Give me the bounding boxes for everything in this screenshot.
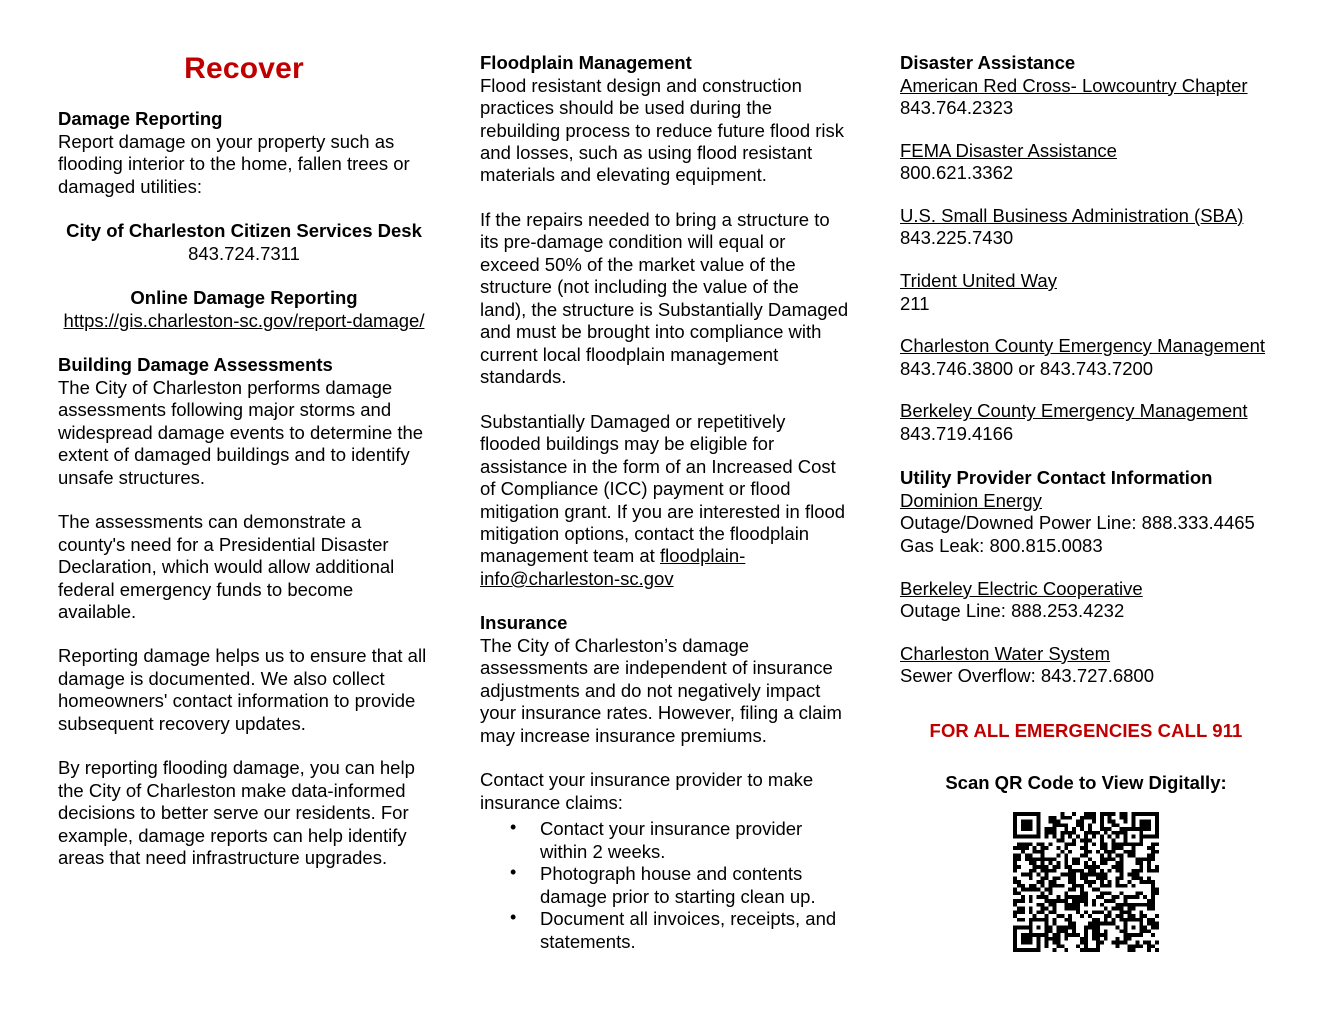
contact-phone: 211	[900, 292, 930, 314]
contact-phone: 843.719.4166	[900, 422, 1014, 444]
text-building-assessments-p4: By reporting flooding damage, you can help the City of Charleston make data-informed decisions to better serve our residents. For example, damage reports can help identify areas that need infrastructure upgrades.	[58, 757, 415, 869]
utility-provider-line: Gas Leak: 800.815.0083	[900, 535, 1103, 556]
citizen-services-name: City of Charleston Citizen Services Desk	[66, 219, 422, 241]
text-floodplain-p2: If the repairs needed to bring a structure to its pre-damage condition will equal or exceed 50% of the market value of the structure (not including the value of the land), the structure is Substantially Damaged and must be brought into compliance with current local floodplain management standards.	[480, 208, 849, 388]
heading-building-damage-assessments: Building Damage Assessments	[58, 354, 333, 376]
text-insurance-p1: The City of Charleston’s damage assessments are independent of insurance adjustments and do not negatively impact your insurance rates. However, filing a claim may increase insurance premiums.	[480, 634, 842, 746]
contact-name: U.S. Small Business Administration (SBA)	[900, 204, 1244, 226]
contact-entry-berkeley-county-em	[900, 400, 1272, 445]
online-reporting-block	[58, 287, 430, 332]
contact-name: Trident United Way	[900, 269, 1057, 291]
text-building-assessments-p2: The assessments can demonstrate a county's need for a Presidential Disaster Declaration, which would allow additional federal emergency funds to become available.	[58, 511, 395, 622]
text-floodplain-p3-lead: Substantially Damaged or repetitively flooded buildings may be eligible for assistance in the form of an Increased Cost of Compliance (ICC) payment or flood mitigation grant. If you are interested in flood mitigation options, contact the floodplain management team at	[480, 410, 846, 567]
utility-entry-charleston-water-system	[900, 643, 1272, 688]
contact-entry-charleston-county-em	[900, 335, 1272, 380]
utility-provider-name: Dominion Energy	[900, 489, 1042, 511]
column-recover	[58, 52, 430, 870]
contact-entry-fema	[900, 140, 1272, 185]
qr-code-container	[900, 812, 1272, 952]
contact-entry-red-cross	[900, 75, 1272, 120]
utility-provider-line: Outage Line: 888.253.4232	[900, 600, 1125, 622]
heading-damage-reporting: Damage Reporting	[58, 108, 223, 129]
emergency-notice: FOR ALL EMERGENCIES CALL 911	[929, 719, 1243, 741]
heading-utility-provider-contact-information: Utility Provider Contact Information	[900, 467, 1213, 489]
insurance-claim-steps-list	[480, 818, 850, 953]
heading-online-damage-reporting: Online Damage Reporting	[130, 287, 358, 309]
contact-name: Berkeley County Emergency Management	[900, 400, 1248, 422]
page-title: Recover	[184, 52, 304, 85]
utility-provider-name: Berkeley Electric Cooperative	[900, 577, 1143, 599]
contact-phone: 843.746.3800 or 843.743.7200	[900, 357, 1154, 379]
list-item: • Contact your insurance provider within 2 weeks.	[510, 818, 850, 863]
text-floodplain-p1: Flood resistant design and construction practices should be used during the rebuilding process to reduce future flood risk and losses, such as using flood resistant materials and elevating equipment.	[480, 74, 845, 186]
text-floodplain-p3	[480, 411, 850, 591]
column-assistance-contacts	[900, 52, 1272, 952]
list-item: • Photograph house and contents damage prior to starting clean up.	[510, 863, 850, 908]
heading-insurance: Insurance	[480, 612, 568, 634]
column-floodplain-insurance	[480, 52, 850, 953]
contact-name: American Red Cross- Lowcountry Chapter	[900, 74, 1248, 96]
utility-provider-line: Sewer Overflow: 843.727.6800	[900, 665, 1155, 687]
qr-code-icon[interactable]	[1013, 812, 1159, 952]
contact-phone: 800.621.3362	[900, 162, 1014, 184]
contact-entry-trident-united-way	[900, 270, 1272, 315]
utility-entry-dominion-energy	[900, 490, 1272, 558]
text-building-assessments-p1: The City of Charleston performs damage assessments following major storms and widespread damage events to determine the extent of damaged buildings and to identify unsafe structures.	[58, 376, 424, 488]
utility-provider-line: Outage/Downed Power Line: 888.333.4465	[900, 512, 1255, 534]
floodplain-email-link[interactable]: floodplain-info@charleston-sc.gov	[480, 545, 746, 589]
contact-phone: 843.225.7430	[900, 227, 1014, 249]
scan-qr-label: Scan QR Code to View Digitally:	[945, 771, 1227, 793]
contact-name: Charleston County Emergency Management	[900, 335, 1266, 357]
contact-entry-sba	[900, 205, 1272, 250]
online-damage-reporting-url[interactable]: https://gis.charleston-sc.gov/report-damage/	[63, 309, 425, 331]
contact-phone: 843.764.2323	[900, 97, 1014, 119]
citizen-services-phone: 843.724.7311	[188, 242, 300, 264]
utility-entry-berkeley-electric	[900, 578, 1272, 623]
utility-provider-name: Charleston Water System	[900, 642, 1111, 664]
text-building-assessments-p3: Reporting damage helps us to ensure that all damage is documented. We also collect homeowners' contact information to provide subsequent recovery updates.	[58, 645, 427, 734]
heading-floodplain-management: Floodplain Management	[480, 52, 692, 73]
citizen-services-block	[58, 220, 430, 265]
heading-disaster-assistance: Disaster Assistance	[900, 52, 1076, 73]
list-item: • Document all invoices, receipts, and statements.	[510, 908, 850, 953]
contact-name: FEMA Disaster Assistance	[900, 139, 1117, 161]
text-damage-reporting-body: Report damage on your property such as flooding interior to the home, fallen trees or damaged utilities:	[58, 130, 410, 197]
text-insurance-p2: Contact your insurance provider to make insurance claims:	[480, 769, 814, 813]
